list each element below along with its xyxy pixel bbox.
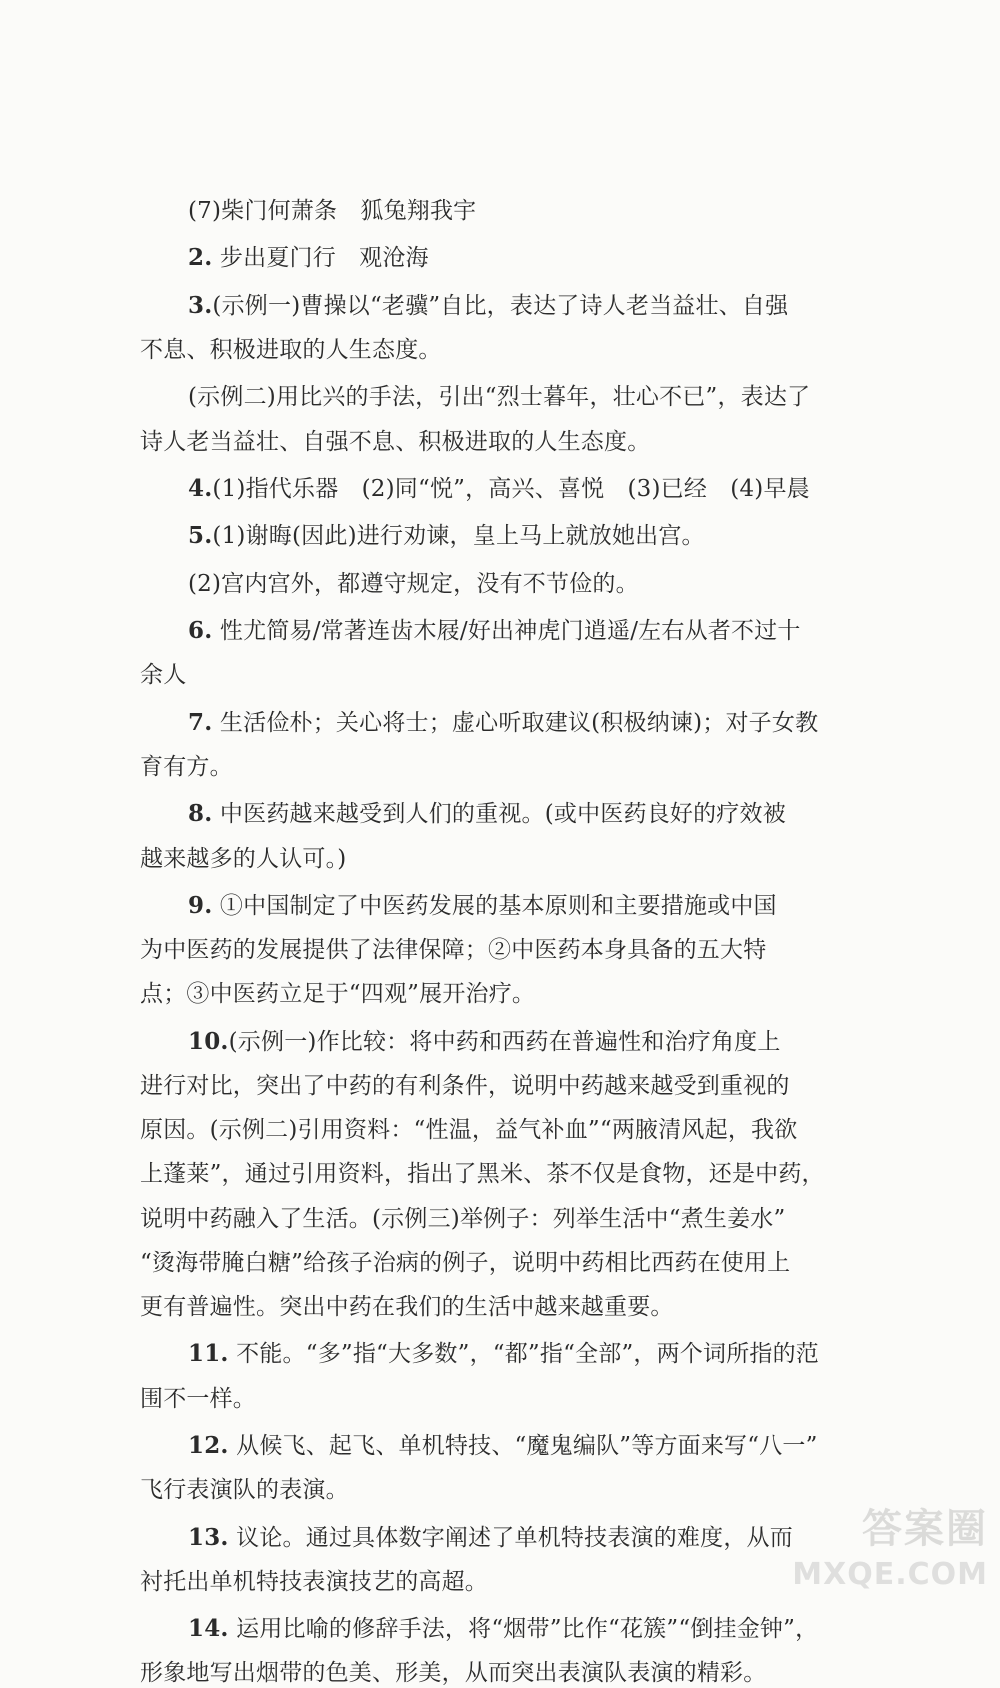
text-line	[188, 708, 818, 738]
line-text: 形象地写出烟带的色美、形美，从而突出表演队表演的精彩。	[140, 1660, 767, 1686]
text-line	[188, 1431, 818, 1461]
line-text: 不息、积极进取的人生态度。	[140, 337, 442, 363]
line-text: 衬托出单机特技表演技艺的高超。	[140, 1569, 488, 1595]
line-text: 越来越多的人认可。)	[140, 846, 347, 872]
text-line	[188, 1027, 781, 1057]
line-text: (示例二)用比兴的手法，引出“烈士暮年，壮心不已”，表达了	[188, 384, 811, 410]
line-text: (2)宫内宫外，都遵守规定，没有不节俭的。	[188, 571, 639, 597]
text-line	[188, 521, 705, 551]
text-line	[140, 1248, 790, 1278]
line-text: 更有普遍性。突出中药在我们的生活中越来越重要。	[140, 1294, 674, 1320]
line-text: 诗人老当益壮、自强不息、积极进取的人生态度。	[140, 429, 651, 455]
text-line	[140, 1292, 674, 1322]
line-text: “烫海带腌白糖”给孩子治病的例子，说明中药相比西药在使用上	[140, 1250, 791, 1276]
text-line	[140, 335, 442, 365]
item-number: 7.	[188, 709, 213, 736]
item-number: 14.	[188, 1615, 229, 1642]
item-number: 3.	[188, 292, 213, 319]
text-line	[188, 196, 476, 226]
text-line	[188, 569, 639, 599]
item-number: 11.	[188, 1340, 229, 1367]
line-text: 生活俭朴；关心将士；虚心听取建议(积极纳谏)；对子女教	[212, 710, 819, 736]
text-line	[140, 660, 186, 690]
text-line	[140, 1115, 797, 1145]
text-line	[140, 979, 535, 1009]
line-text: 中医药越来越受到人们的重视。(或中医药良好的疗效被	[212, 801, 786, 827]
text-line	[140, 1204, 785, 1234]
line-text: (7)柴门何萧条 狐兔翔我宇	[188, 198, 477, 224]
text-line	[140, 752, 233, 782]
line-text: 上蓬莱”，通过引用资料，指出了黑米、茶不仅是食物，还是中药，	[140, 1161, 825, 1187]
text-line	[188, 799, 786, 829]
line-text: 议论。通过具体数字阐述了单机特技表演的难度，从而	[228, 1525, 793, 1551]
line-text: 为中医药的发展提供了法律保障；②中医药本身具备的五大特	[140, 937, 767, 963]
item-number: 9.	[188, 892, 213, 919]
item-number: 8.	[188, 800, 213, 827]
text-line	[140, 1071, 790, 1101]
text-line	[188, 616, 801, 646]
text-line	[188, 291, 788, 321]
watermark-text: 答案圈	[862, 1506, 988, 1552]
line-text: 不能。“多”指“大多数”，“都”指“全部”，两个词所指的范	[228, 1341, 820, 1367]
text-line	[140, 1475, 349, 1505]
text-line	[140, 1567, 488, 1597]
line-text: (示例一)作比较：将中药和西药在普遍性和治疗角度上	[228, 1029, 781, 1055]
item-number: 4.	[188, 475, 213, 502]
line-text: (1)指代乐器 (2)同“悦”，高兴、喜悦 (3)已经 (4)早晨	[212, 476, 810, 502]
item-number: 10.	[188, 1028, 229, 1055]
item-number: 12.	[188, 1432, 229, 1459]
item-number: 13.	[188, 1524, 229, 1551]
text-line	[188, 1339, 819, 1369]
line-text: 步出夏门行 观沧海	[212, 245, 429, 271]
line-text: ①中国制定了中医药发展的基本原则和主要措施或中国	[212, 893, 777, 919]
line-text: 运用比喻的修辞手法，将“烟带”比作“花簇”“倒挂金钟”，	[228, 1616, 819, 1642]
text-line	[188, 382, 810, 412]
text-line	[188, 1523, 793, 1553]
text-line	[140, 935, 766, 965]
line-text: 飞行表演队的表演。	[140, 1477, 349, 1503]
text-line	[140, 1384, 256, 1414]
line-text: (示例一)曹操以“老骥”自比，表达了诗人老当益壮、自强	[212, 293, 789, 319]
text-line	[140, 1159, 825, 1189]
line-text: 原因。(示例二)引用资料：“性温，益气补血”“两腋清风起，我欲	[140, 1117, 798, 1143]
line-text: (1)谢晦(因此)进行劝谏，皇上马上就放她出宫。	[212, 523, 705, 549]
line-text: 余人	[140, 662, 187, 688]
item-number: 6.	[188, 617, 213, 644]
item-number: 2.	[188, 244, 213, 271]
line-text: 育有方。	[140, 754, 233, 780]
text-line	[188, 474, 810, 504]
watermark-domain: MXQE.COM	[792, 1557, 988, 1592]
line-text: 点；③中医药立足于“四观”展开治疗。	[140, 981, 536, 1007]
line-text: 说明中药融入了生活。(示例三)举例子：列举生活中“煮生姜水”	[140, 1206, 786, 1232]
line-text: 性尤简易/常著连齿木屐/好出神虎门逍遥/左右从者不过十	[212, 618, 801, 644]
text-line	[188, 1614, 818, 1644]
text-line	[188, 243, 429, 273]
text-line	[140, 844, 346, 874]
text-line	[140, 427, 650, 457]
line-text: 围不一样。	[140, 1386, 256, 1412]
text-line	[188, 891, 777, 921]
item-number: 5.	[188, 522, 213, 549]
line-text: 进行对比，突出了中药的有利条件，说明中药越来越受到重视的	[140, 1073, 790, 1099]
line-text: 从候飞、起飞、单机特技、“魔鬼编队”等方面来写“八一”	[228, 1433, 818, 1459]
text-line	[140, 1658, 766, 1688]
